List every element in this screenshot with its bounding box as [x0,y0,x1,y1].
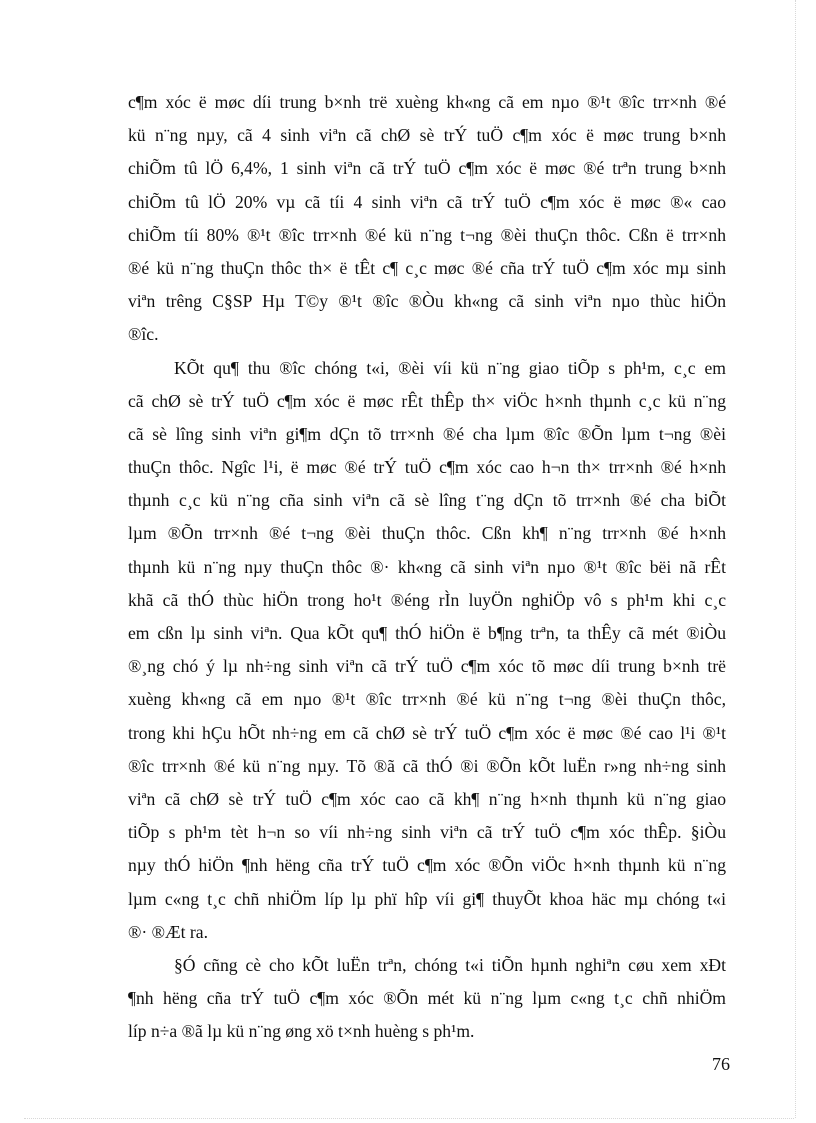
text-line: kü n¨ng nµy, cã 4 sinh viªn cã chØ sè trÝ tuÖ c¶m xóc ë møc trung b×nh [128,125,726,146]
text-line: thuÇn thôc. Ngîc l¹i, ë møc ®é trÝ tuÖ c¶m xóc cao h¬n th× trr×nh ®é h×nh [128,457,726,478]
text-line: ®é kü n¨ng thuÇn thôc th× ë tÊt c¶ c¸c møc ®é cña trÝ tuÖ c¶m xóc mµ sinh [128,257,726,278]
text-line: lµm c«ng t¸c chñ nhiÖm líp lµ phï hîp víi gi¶ thuyÕt khoa häc mµ chóng t«i [128,888,726,909]
text-line: tiÕp s ph¹m tèt h¬n so víi nh÷ng sinh viªn cã trÝ tuÖ c¶m xóc thÊp. §iÒu [128,822,726,843]
text-line: chiÕm tû lÖ 20% vµ cã tíi 4 sinh viªn cã trÝ tuÖ c¶m xóc ë møc ®« cao [128,191,726,212]
text-line: cã sè lîng sinh viªn gi¶m dÇn tõ trr×nh ®é cha lµm ®îc ®Õn lµm t¬ng ®èi [128,423,726,444]
page-edge-bottom [24,1118,794,1119]
text-line: lµm ®Õn trr×nh ®é t¬ng ®èi thuÇn thôc. Cßn kh¶ n¨ng trr×nh ®é h×nh [128,523,726,544]
text-line: nµy thÓ hiÖn ¶nh hëng cña trÝ tuÖ c¶m xóc ®Õn viÖc h×nh thµnh kü n¨ng [128,855,726,876]
body-text [128,86,726,1048]
page-edge-right [795,0,796,1118]
text-line: c¶m xóc ë møc díi trung b×nh trë xuèng kh«ng cã em nµo ®¹t ®îc trr×nh ®é [128,92,726,112]
text-line: cã chØ sè trÝ tuÖ c¶m xóc ë møc rÊt thÊp th× viÖc h×nh thµnh c¸c kü n¨ng [128,390,726,411]
text-line: khã cã thÓ thùc hiÖn trong ho¹t ®éng rÌn luyÖn nghiÖp vô s ph¹m khi c¸c [128,589,726,610]
text-line: viªn trêng C§SP Hµ T©y ®¹t ®îc ®Òu kh«ng cã sinh viªn nµo thùc hiÖn [128,291,726,312]
page-number: 76 [712,1054,730,1074]
text-line: em cßn lµ sinh viªn. Qua kÕt qu¶ thÓ hiÖn ë b¶ng trªn, ta thÊy cã mét ®iÒu [128,623,726,643]
text-line: thµnh kü n¨ng nµy thuÇn thôc ®· kh«ng cã sinh viªn nµo ®¹t ®îc bëi nã rÊt [128,556,726,577]
text-line: chiÕm tíi 80% ®¹t ®îc trr×nh ®é kü n¨ng t¬ng ®èi thuÇn thôc. Cßn ë trr×nh [128,224,726,245]
text-line: ®¸ng chó ý lµ nh÷ng sinh viªn cã trÝ tuÖ c¶m xóc tõ møc díi trung b×nh trë [128,656,726,677]
text-line: KÕt qu¶ thu ®îc chóng t«i, ®èi víi kü n¨ng giao tiÕp s ph¹m, c¸c em [174,357,726,378]
text-line: thµnh c¸c kü n¨ng cña sinh viªn cã sè lîng t¨ng dÇn tõ trr×nh ®é cha biÕt [128,490,726,511]
text-line: trong khi hÇu hÕt nh÷ng em cã chØ sè trÝ tuÖ c¶m xóc ë møc ®é cao l¹i ®¹t [128,722,726,743]
text-line: chiÕm tû lÖ 6,4%, 1 sinh viªn cã trÝ tuÖ c¶m xóc ë møc ®é trªn trung b×nh [128,158,726,179]
text-line: ®îc trr×nh ®é kü n¨ng nµy. Tõ ®ã cã thÓ ®i ®Õn kÕt luËn r»ng nh÷ng sinh [128,755,726,776]
text-line: §Ó cñng cè cho kÕt luËn trªn, chóng t«i tiÕn hµnh nghiªn cøu xem xÐt [174,954,726,975]
text-line: ¶nh hëng cña trÝ tuÖ c¶m xóc ®Õn mét kü n¨ng lµm c«ng t¸c chñ nhiÖm [128,988,726,1009]
text-line: xuèng kh«ng cã em nµo ®¹t ®îc trr×nh ®é kü n¨ng t¬ng ®èi thuÇn thôc, [128,689,726,710]
text-line: líp n÷a ®ã lµ kü n¨ng øng xö t×nh huèng s ph¹m. [128,1021,475,1042]
text-line: ®îc. [128,324,159,345]
text-line: ®· ®Æt ra. [128,921,208,942]
text-line: viªn cã chØ sè trÝ tuÖ c¶m xóc cao cã kh¶ n¨ng h×nh thµnh kü n¨ng giao [128,788,726,809]
